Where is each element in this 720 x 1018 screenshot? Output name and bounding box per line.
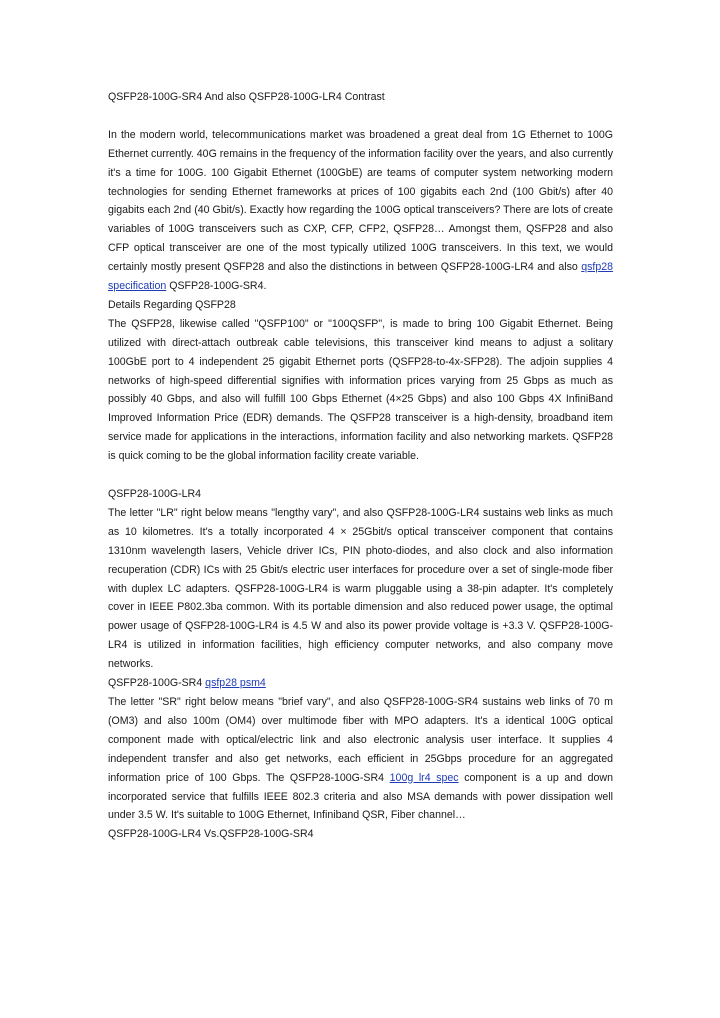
intro-text: In the modern world, telecommunications market was broadened a great deal from 1G Ethernet to 100G Ethernet currently. 40G remains in the frequency of the information facility over the years, and also currently it's a time for 100G. 100 Gigabit Ethernet (100GbE) are teams of computer system networking modern technologies for sending Ethernet frameworks at prices of 100 gigabits each 2nd (100 Gbit/s) after 40 gigabits each 2nd (40 Gbit/s). Exactly how regarding the 100G optical transceivers? There are lots of create variables of 100G transceivers such as CXP, CFP, CFP2, QSFP28… Amongst them, QSFP28 and also CFP optical transceiver are one of the most typically utilized 100G transceivers. In this text, we would certainly mostly present QSFP28 and also the distinctions in between QSFP28-100G-LR4 and also bbox=[108, 128, 613, 274]
qsfp28-specification-link[interactable]: qsfp28 specification bbox=[108, 261, 613, 293]
heading-details: Details Regarding QSFP28 bbox=[108, 298, 236, 311]
heading-lr4: QSFP28-100G-LR4 bbox=[108, 488, 202, 500]
qsfp28-psm4-link[interactable]: qsfp28 psm4 bbox=[205, 677, 266, 690]
document-page bbox=[108, 88, 613, 844]
details-paragraph: The QSFP28, likewise called "QSFP100" or "100QSFP", is made to bring 100 Gigabit Ethernet. Being utilized with direct-attach outbreak cable televisions, this transceiver kind means to adjust a solitary 100GbE port to 4 independent 25 gigabit Ethernet ports (QSFP28-to-4x-SFP28). The adjoin supplies 4 networks of high-speed differential signifies with information prices varying from 25 Gbps as much as possibly 40 Gbps, and also will fulfill 100 Gbps Ethernet (4×25 Gbps) and also 100 Gbps 4X InfiniBand Improved Information Price (EDR) demands. The QSFP28 transceiver is a high-density, broadband item service made for applications in the interactions, information facility and also networking markets. QSFP28 is quick coming to be the global information facility create variable. bbox=[108, 317, 613, 463]
sr4-text-after: component is a up and down incorporated service that fulfills IEEE 802.3 criteria and also MSA demands with power dissipation well under 3.5 W. It's suitable to 100G Ethernet, Infiniband QSR, Fiber channel… bbox=[108, 771, 613, 822]
intro-tail: QSFP28-100G-SR4. bbox=[169, 280, 267, 293]
sr4-text-before: The letter "SR" right below means "brief vary", and also QSFP28-100G-SR4 sustains web links of 70 m (OM3) and also 100m (OM4) over multimode fiber with MPO adapters. It's a identical 100G optical component made with optical/electric link and also electronic analysis user interface. It supplies 4 independent transfer and also get networks, each efficient in 25Gbps procedure for an aggregated information price of 100 Gbps. The QSFP28-100G-SR4 bbox=[108, 695, 613, 784]
blank-line bbox=[108, 466, 613, 485]
100g-lr4-spec-link[interactable]: 100g lr4 spec bbox=[389, 771, 459, 784]
blank-line bbox=[108, 107, 613, 126]
document-title: QSFP28-100G-SR4 And also QSFP28-100G-LR4 Contrast bbox=[108, 91, 385, 103]
sr4-paragraph bbox=[108, 693, 613, 825]
lr4-paragraph: The letter "LR" right below means "lengthy vary", and also QSFP28-100G-LR4 sustains web links as much as 10 kilometres. It's a totally incorporated 4 × 25Gbit/s optical transceiver component that contains 1310nm wavelength lasers, Vehicle driver ICs, PIN photo-diodes, and also clock and also information recuperation (CDR) ICs with 25 Gbit/s electric user interfaces for procedure over a set of single-mode fiber with duplex LC adapters. QSFP28-100G-LR4 is warm pluggable using a 38-pin adapter. It's completely cover in IEEE P802.3ba common. With its portable dimension and also reduced power usage, the optimal power usage of QSFP28-100G-LR4 is 4.5 W and also its power provide voltage is +3.3 V. QSFP28-100G-LR4 is utilized in information facilities, high efficiency computer networks, and also company move networks. bbox=[108, 506, 613, 671]
heading-vs: QSFP28-100G-LR4 Vs.QSFP28-100G-SR4 bbox=[108, 828, 314, 841]
intro-paragraph bbox=[108, 126, 613, 296]
heading-sr4 bbox=[108, 674, 613, 693]
heading-sr4-text: QSFP28-100G-SR4 bbox=[108, 677, 203, 690]
